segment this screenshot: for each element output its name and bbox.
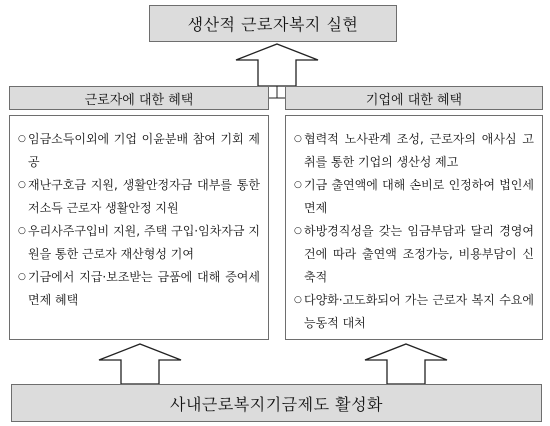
bullet-icon: ○ — [18, 134, 26, 144]
bullet-icon: ○ — [294, 180, 302, 190]
bullet-icon: ○ — [18, 226, 26, 236]
bullet-icon: ○ — [294, 134, 302, 144]
company-benefits-header — [285, 86, 543, 110]
list-item: ○ 기금에서 지급·보조받는 금품에 대해 증여세 면제 혜택 — [18, 266, 260, 312]
top-banner — [149, 5, 397, 42]
bullet-icon: ○ — [294, 226, 302, 236]
up-arrow-right — [365, 344, 447, 384]
list-item: ○ 재난구호금 지원, 생활안정자금 대부를 통한 저소득 근로자 생활안정 지원 — [18, 174, 260, 220]
company-benefits-panel — [285, 115, 543, 340]
company-benefits-list — [294, 128, 534, 335]
list-item: ○ 협력적 노사관계 조성, 근로자의 애사심 고취를 통한 기업의 생산성 제고 — [294, 128, 534, 174]
list-item: ○ 우리사주구입비 지원, 주택 구입·임차자금 지원을 통한 근로자 재산형성 기여 — [18, 220, 260, 266]
list-item: ○ 다양화·고도화되어 가는 근로자 복지 수요에 능동적 대처 — [294, 289, 534, 335]
bottom-banner-text: 사내근로복지기금제도 활성화 — [169, 394, 383, 414]
bullet-icon: ○ — [18, 272, 26, 282]
list-item: ○ 하방경직성을 갖는 임금부담과 달리 경영여건에 따라 출연액 조정가능, 비용부담이 신축적 — [294, 220, 534, 289]
worker-benefits-header — [9, 86, 269, 110]
worker-benefits-panel — [9, 115, 269, 340]
bullet-icon: ○ — [294, 295, 302, 305]
list-item: ○ 임금소득이외에 기업 이윤분배 참여 기회 제공 — [18, 128, 260, 174]
top-banner-text: 생산적 근로자복지 실현 — [187, 15, 359, 34]
bullet-icon: ○ — [18, 180, 26, 190]
company-benefits-title: 기업에 대한 혜택 — [365, 92, 463, 108]
list-item: ○ 기금 출연액에 대해 손비로 인정하여 법인세 면제 — [294, 174, 534, 220]
worker-benefits-list — [18, 128, 260, 312]
bottom-banner — [11, 384, 542, 422]
up-arrow-left — [99, 344, 181, 384]
up-arrow-top — [236, 44, 318, 86]
worker-benefits-title: 근로자에 대한 혜택 — [84, 92, 194, 108]
